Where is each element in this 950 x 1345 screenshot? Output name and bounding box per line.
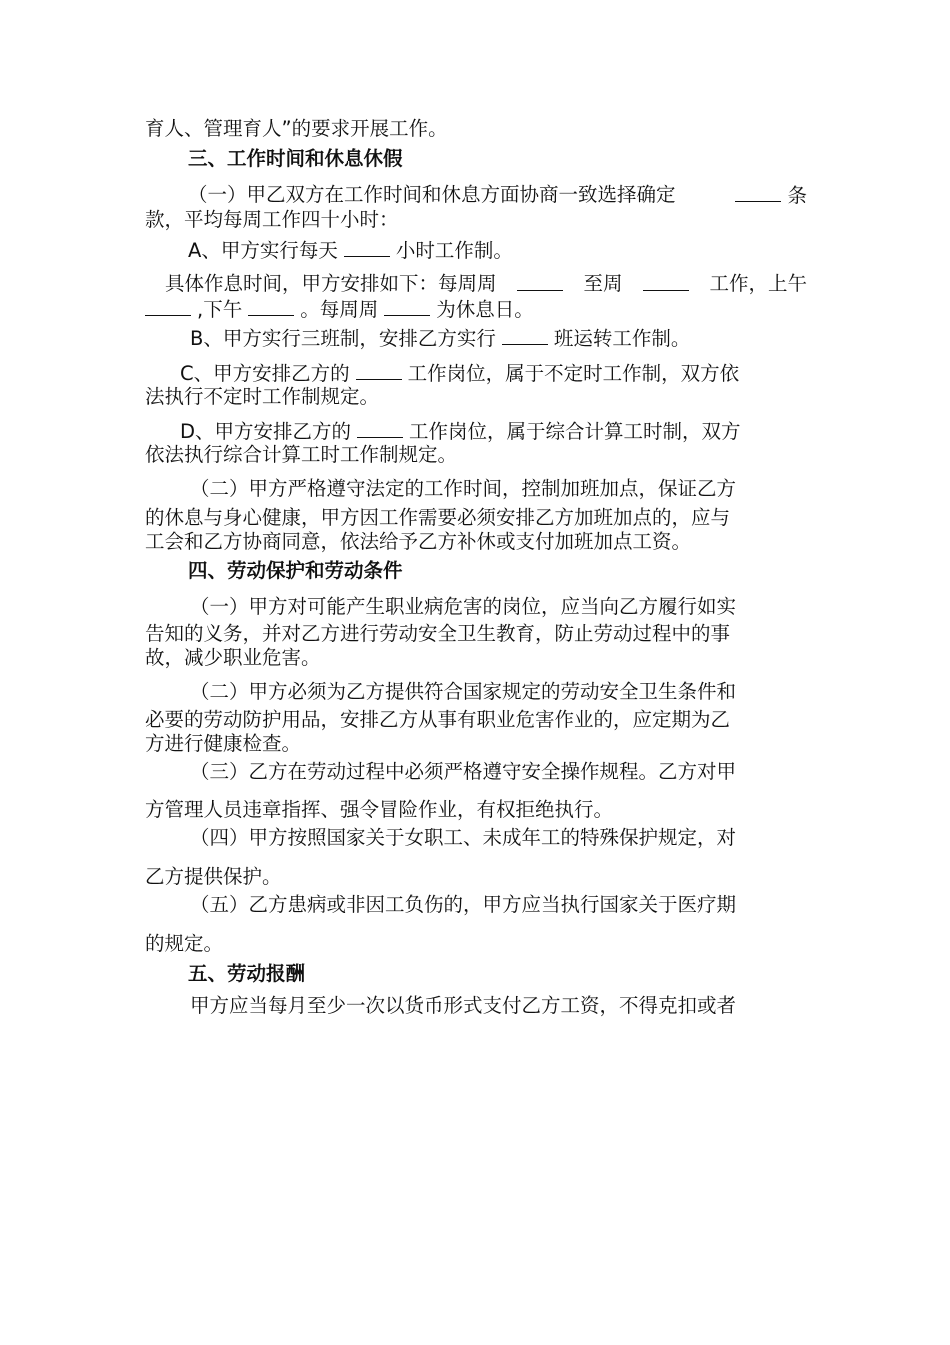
fill-blank[interactable] (643, 272, 689, 291)
text-line: （五）乙方患病或非因工负伤的，甲方应当执行国家关于医疗期 (190, 893, 737, 916)
text-line: B、甲方实行三班制，安排乙方实行 班运转工作制。 (190, 327, 691, 350)
fill-blank[interactable] (356, 361, 402, 380)
fill-blank[interactable] (248, 297, 294, 316)
fill-blank[interactable] (357, 419, 403, 438)
text-line: 法执行不定时工作制规定。 (145, 385, 380, 408)
text-line: 必要的劳动防护用品，安排乙方从事有职业危害作业的，应定期为乙 (145, 708, 731, 731)
text-line: 方管理人员违章指挥、强令冒险作业，有权拒绝执行。 (145, 798, 614, 821)
text-line: 工会和乙方协商同意，依法给予乙方补休或支付加班加点工资。 (145, 530, 692, 553)
text-line: （四）甲方按照国家关于女职工、未成年工的特殊保护规定，对 (190, 826, 737, 849)
text-line: ,下午 。每周周 为休息日。 (145, 297, 534, 322)
text-line: 款，平均每周工作四十小时： (145, 208, 399, 231)
text-line: （二）甲方必须为乙方提供符合国家规定的劳动安全卫生条件和 (190, 680, 737, 703)
text-line: D、甲方安排乙方的 工作岗位，属于综合计算工时制，双方 (180, 420, 741, 443)
section-heading: 四、劳动保护和劳动条件 (188, 559, 403, 582)
section-heading: 五、劳动报酬 (188, 962, 306, 985)
text-line: 方进行健康检查。 (145, 732, 302, 755)
fill-blank[interactable] (735, 183, 781, 202)
text-line: （二）甲方严格遵守法定的工作时间，控制加班加点，保证乙方 (190, 477, 737, 500)
text-line: 具体作息时间，甲方安排如下：每周周 至周 工作，上午 (165, 272, 807, 295)
text-line: A、甲方实行每天 小时工作制。 (188, 239, 513, 262)
text-line: 依法执行综合计算工时工作制规定。 (145, 443, 458, 466)
section-heading: 三、工作时间和休息休假 (188, 147, 403, 170)
text-line: 甲方应当每月至少一次以货币形式支付乙方工资，不得克扣或者 (190, 994, 737, 1017)
text-line: 告知的义务，并对乙方进行劳动安全卫生教育，防止劳动过程中的事 (145, 622, 731, 645)
text-line: 育人、管理育人”的要求开展工作。 (145, 117, 448, 140)
text-line: C、甲方安排乙方的 工作岗位，属于不定时工作制，双方依 (180, 362, 740, 385)
text-line: （三）乙方在劳动过程中必须严格遵守安全操作规程。乙方对甲 (190, 760, 737, 783)
text-line: 故，减少职业危害。 (145, 646, 321, 669)
text-line: 的规定。 (145, 932, 224, 955)
fill-blank[interactable] (145, 297, 191, 316)
text-line: （一）甲方对可能产生职业病危害的岗位，应当向乙方履行如实 (190, 595, 737, 618)
text-line: 乙方提供保护。 (145, 865, 282, 888)
fill-blank[interactable] (502, 326, 548, 345)
fill-blank[interactable] (517, 272, 563, 291)
fill-blank[interactable] (344, 238, 390, 257)
text-line: （一）甲乙双方在工作时间和休息方面协商一致选择确定 条 (188, 183, 807, 207)
text-line: 的休息与身心健康，甲方因工作需要必须安排乙方加班加点的，应与 (145, 506, 731, 529)
fill-blank[interactable] (384, 297, 430, 316)
